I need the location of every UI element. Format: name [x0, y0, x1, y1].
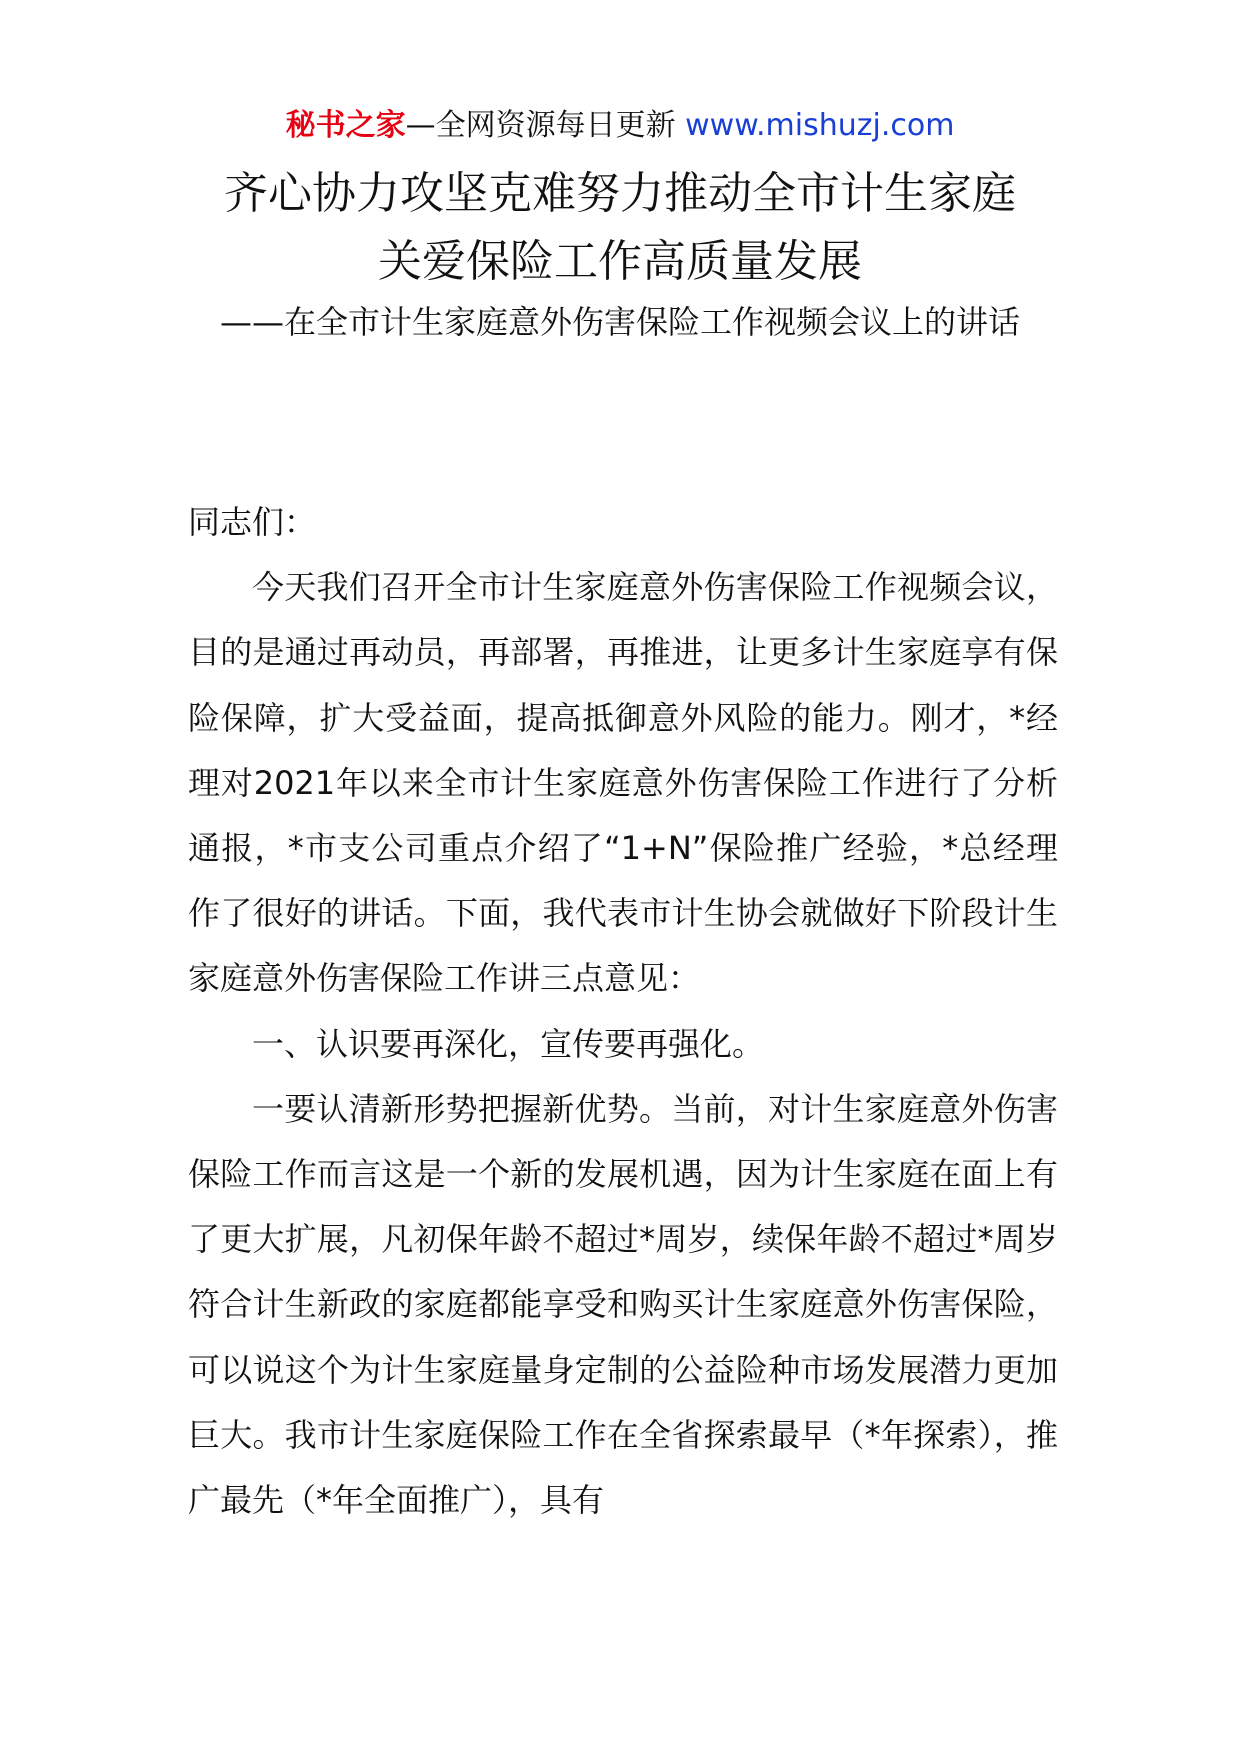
greeting: 同志们： [188, 503, 317, 541]
site-header [0, 104, 1240, 148]
header-slogan: —全网资源每日更新 [405, 108, 676, 143]
document-title-line-2: 关爱保险工作高质量发展 [378, 236, 862, 287]
paragraph-intro: 今天我们召开全市计生家庭意外伤害保险工作视频会议，目的是通过再动员，再部署，再推进，让更多计生家庭享有保险保障，扩大受益面，提高抵御意外风险的能力。刚才，*经理对2021年以来全市计生家庭意外伤害保险工作进行了分析通报，*市支公司重点介绍了“1+N”保险推广经验，*总经理作了很好的讲话。下面，我代表市计生协会就做好下阶段计生家庭意外伤害保险工作讲三点意见： [188, 568, 1058, 998]
section-heading-1: 一、认识要再深化，宣传要再强化。 [252, 1024, 765, 1063]
site-url-link[interactable]: www.mishuzj.com [685, 108, 955, 143]
document-body [188, 490, 1058, 1533]
paragraph-section-1: 一要认清新形势把握新优势。当前，对计生家庭意外伤害保险工作而言这是一个新的发展机遇，因为计生家庭在面上有了更大扩展，凡初保年龄不超过*周岁，续保年龄不超过*周岁符合计生新政的家庭都能享受和购买计生家庭意外伤害保险，可以说这个为计生家庭量身定制的公益险种市场发展潜力更加巨大。我市计生家庭保险工作在全省探索最早（*年探索），推广最先（*年全面推广），具有 [188, 1089, 1058, 1520]
document-subtitle: ——在全市计生家庭意外伤害保险工作视频会议上的讲话 [219, 303, 1020, 341]
brand-name: 秘书之家 [285, 108, 406, 143]
document-title-line-1: 齐心协力攻坚克难努力推动全市计生家庭 [224, 168, 1016, 219]
